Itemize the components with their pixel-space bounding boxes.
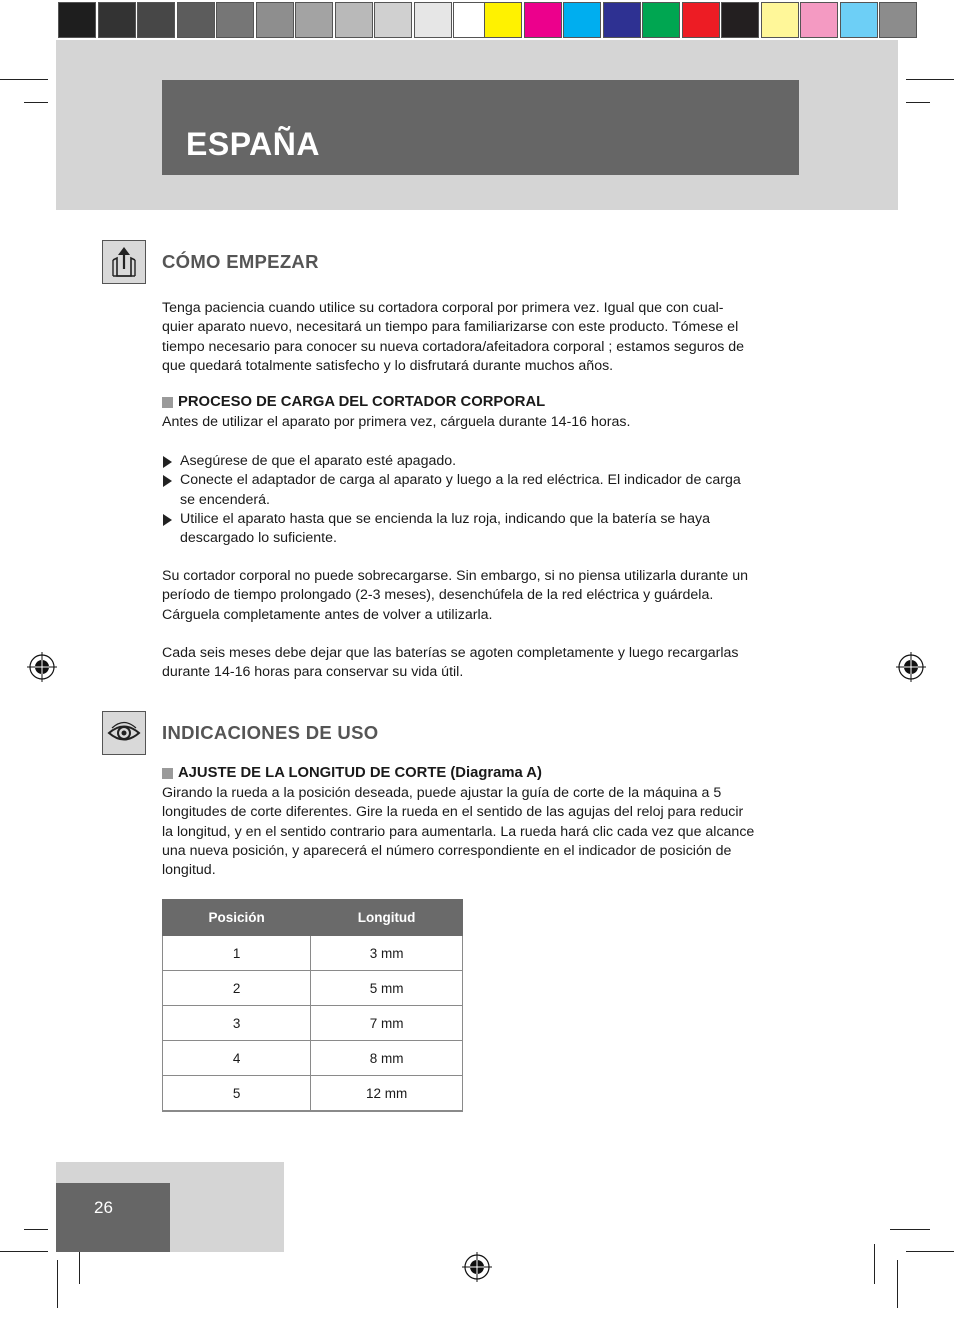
color-swatch <box>879 2 917 38</box>
table-cell: 4 <box>163 1041 311 1076</box>
color-swatch <box>761 2 799 38</box>
color-swatch <box>840 2 878 38</box>
table-cell: 2 <box>163 971 311 1006</box>
text-line: longitudes de corte diferentes. Gire la rueda en el sentido de las agujas del reloj para reducir <box>162 804 744 821</box>
charging-heading-text: PROCESO DE CARGA DEL CORTADOR CORPORAL <box>178 394 546 410</box>
table-row <box>163 971 463 1006</box>
length-paragraph <box>162 784 802 880</box>
list-item <box>162 510 802 549</box>
crop-mark <box>906 102 930 103</box>
battery-paragraph <box>162 644 802 683</box>
table-row <box>163 1041 463 1076</box>
page-title: ESPAÑA <box>186 126 320 162</box>
text-line: Tenga paciencia cuando utilice su cortadora corporal por primera vez. Igual que con cual- <box>162 300 724 316</box>
header-title-box <box>162 80 799 175</box>
table-header-row <box>163 900 463 936</box>
text-line: longitud. <box>162 862 216 879</box>
text-line: una nueva posición, y aparecerá el número correspondiente en el indicador de posición de <box>162 842 732 859</box>
text-line: tiempo necesario para conocer su nueva cortadora/afeitadora corporal ; estamos seguros de <box>162 338 745 355</box>
overcharge-paragraph <box>162 567 802 625</box>
crop-mark <box>0 1251 48 1252</box>
intro-paragraph <box>162 299 802 376</box>
table-cell: 3 <box>163 1006 311 1041</box>
list-item <box>162 452 802 471</box>
text-line: Asegúrese de que el aparato esté apagado. <box>180 453 457 469</box>
section-title-indicaciones-de-uso: INDICACIONES DE USO <box>162 722 379 743</box>
registration-mark-icon <box>462 1252 492 1282</box>
text-line: Cada seis meses debe dejar que las baterías se agoten completamente y luego recargarlas <box>162 645 739 661</box>
crop-mark <box>24 1229 48 1230</box>
color-swatch <box>682 2 720 38</box>
gray-swatch <box>295 2 333 38</box>
text-line: Utilice el aparato hasta que se encienda la luz roja, indicando que la batería se haya <box>180 510 711 527</box>
crop-mark <box>874 1244 875 1284</box>
gray-swatch <box>216 2 254 38</box>
gray-swatch <box>58 2 96 38</box>
text-line: la longitud, y en el sentido contrario para aumentarla. La rueda hará clic cada vez que alcance <box>162 823 755 840</box>
text-line: se encenderá. <box>180 491 270 508</box>
table-cell: 12 mm <box>311 1076 463 1112</box>
crop-mark <box>0 79 48 80</box>
color-swatch <box>524 2 562 38</box>
text-line: Conecte el adaptador de carga al aparato y luego a la red eléctrica. El indicador de carga <box>180 472 741 489</box>
crop-mark <box>906 79 954 80</box>
page-number-box <box>56 1183 170 1252</box>
text-line: Su cortador corporal no puede sobrecargarse. Sin embargo, si no piensa utilizarla durante un <box>162 568 748 584</box>
table-cell: 5 <box>163 1076 311 1112</box>
page-number: 26 <box>94 1198 113 1217</box>
table-row <box>163 936 463 971</box>
column-header-posicion: Posición <box>163 900 311 936</box>
triangle-bullet-icon <box>163 456 172 468</box>
list-item <box>162 471 802 510</box>
table-cell: 7 mm <box>311 1006 463 1041</box>
triangle-bullet-icon <box>163 475 172 487</box>
table-cell: 3 mm <box>311 936 463 971</box>
grayscale-color-bar <box>58 2 493 38</box>
text-line: período de tiempo prolongado (2-3 meses), desenchúfela de la red eléctrica y guárdela. <box>162 587 714 604</box>
table-row <box>163 1076 463 1112</box>
gray-swatch <box>137 2 175 38</box>
table-cell: 1 <box>163 936 311 971</box>
process-color-bar <box>484 2 919 38</box>
charging-steps-list <box>162 452 802 548</box>
gray-swatch <box>256 2 294 38</box>
crop-mark <box>24 102 48 103</box>
gray-swatch <box>374 2 412 38</box>
color-swatch <box>563 2 601 38</box>
length-table <box>162 899 463 1112</box>
table-cell: 8 mm <box>311 1041 463 1076</box>
box-arrow-up-icon <box>102 240 146 284</box>
color-swatch <box>603 2 641 38</box>
charging-intro: Antes de utilizar el aparato por primera vez, cárguela durante 14-16 horas. <box>162 414 631 430</box>
text-line: Cárguela completamente antes de volver a utilizarla. <box>162 606 493 623</box>
eye-icon <box>102 711 146 755</box>
length-heading-text: AJUSTE DE LA LONGITUD DE CORTE (Diagrama A) <box>178 765 542 781</box>
charging-heading <box>162 394 545 410</box>
color-swatch <box>484 2 522 38</box>
text-line: que quedará totalmente satisfecho y lo disfrutará durante muchos años. <box>162 357 614 374</box>
registration-mark-icon <box>896 652 926 682</box>
square-bullet-icon <box>162 397 173 408</box>
color-swatch <box>721 2 759 38</box>
table-cell: 5 mm <box>311 971 463 1006</box>
gray-swatch <box>335 2 373 38</box>
column-header-longitud: Longitud <box>311 900 463 936</box>
length-heading <box>162 765 542 781</box>
registration-mark-icon <box>27 652 57 682</box>
section-title-como-empezar: CÓMO EMPEZAR <box>162 251 319 272</box>
text-line: durante 14-16 horas para conservar su vida útil. <box>162 664 464 681</box>
gray-swatch <box>98 2 136 38</box>
color-swatch <box>642 2 680 38</box>
table-row <box>163 1006 463 1041</box>
crop-mark <box>890 1229 930 1230</box>
crop-mark <box>57 1260 58 1308</box>
triangle-bullet-icon <box>163 514 172 526</box>
gray-swatch <box>414 2 452 38</box>
color-swatch <box>800 2 838 38</box>
text-line: Girando la rueda a la posición deseada, puede ajustar la guía de corte de la máquina a 5 <box>162 785 722 801</box>
text-line: quier aparato nuevo, necesitará un tiempo para familiarizarse con este producto. Tómese el <box>162 319 739 336</box>
square-bullet-icon <box>162 768 173 779</box>
crop-mark <box>906 1251 954 1252</box>
text-line: descargado lo suficiente. <box>180 530 337 547</box>
gray-swatch <box>177 2 215 38</box>
crop-mark <box>897 1260 898 1308</box>
